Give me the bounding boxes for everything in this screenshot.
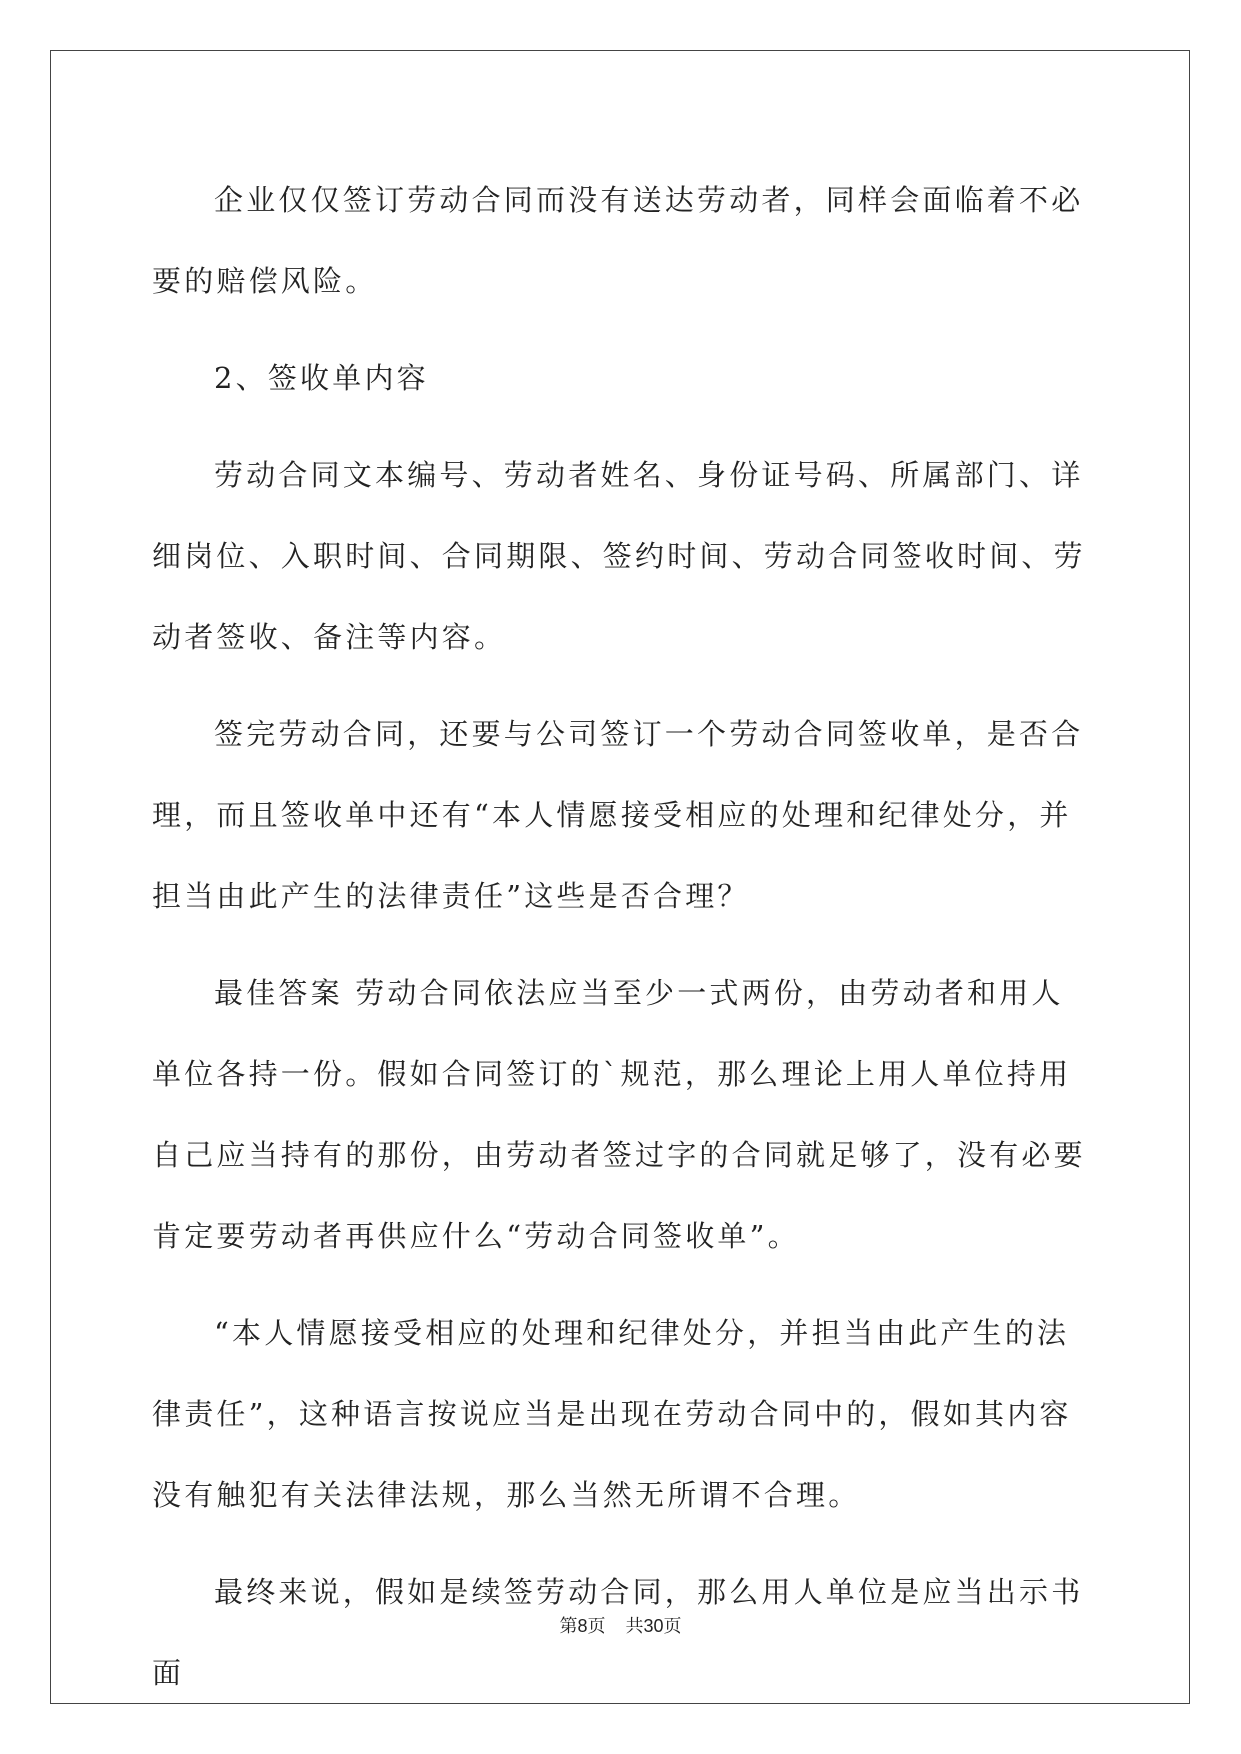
paragraph: “本人情愿接受相应的处理和纪律处分，并担当由此产生的法律责任”，这种语言按说应当是出现在劳动合同中的，假如其内容没有触犯有关法律法规，那么当然无所谓不合理。 [152,1316,1072,1512]
paragraph: 签完劳动合同，还要与公司签订一个劳动合同签收单，是否合理，而且签收单中还有“本人情愿接受相应的处理和纪律处分，并担当由此产生的法律责任”这些是否合理？ [152,717,1084,913]
page-footer [0,1612,1241,1638]
page-prefix: 第 [559,1616,578,1637]
page-suffix: 页 [587,1616,606,1637]
page-number: 8 [577,1616,588,1636]
total-suffix: 页 [663,1616,682,1637]
total-pages: 30 [643,1616,664,1636]
document-body [152,160,1088,1730]
paragraph: 最终来说，假如是续签劳动合同，那么用人单位是应当出示书面 [152,1575,1084,1690]
section-heading: 2、签收单内容 [214,361,429,395]
paragraph: 企业仅仅签订劳动合同而没有送达劳动者，同样会面临着不必要的赔偿风险。 [152,183,1084,298]
paragraph: 劳动合同文本编号、劳动者姓名、身份证号码、所属部门、详细岗位、入职时间、合同期限、签约时间、劳动合同签收时间、劳动者签收、备注等内容。 [152,458,1086,654]
paragraph: 最佳答案 劳动合同依法应当至少一式两份，由劳动者和用人单位各持一份。假如合同签订的`规范，那么理论上用人单位持用自己应当持有的那份，由劳动者签过字的合同就足够了，没有必要肯定要劳动者再供应什么“劳动合同签收单”。 [152,976,1086,1253]
total-prefix: 共 [625,1616,644,1637]
